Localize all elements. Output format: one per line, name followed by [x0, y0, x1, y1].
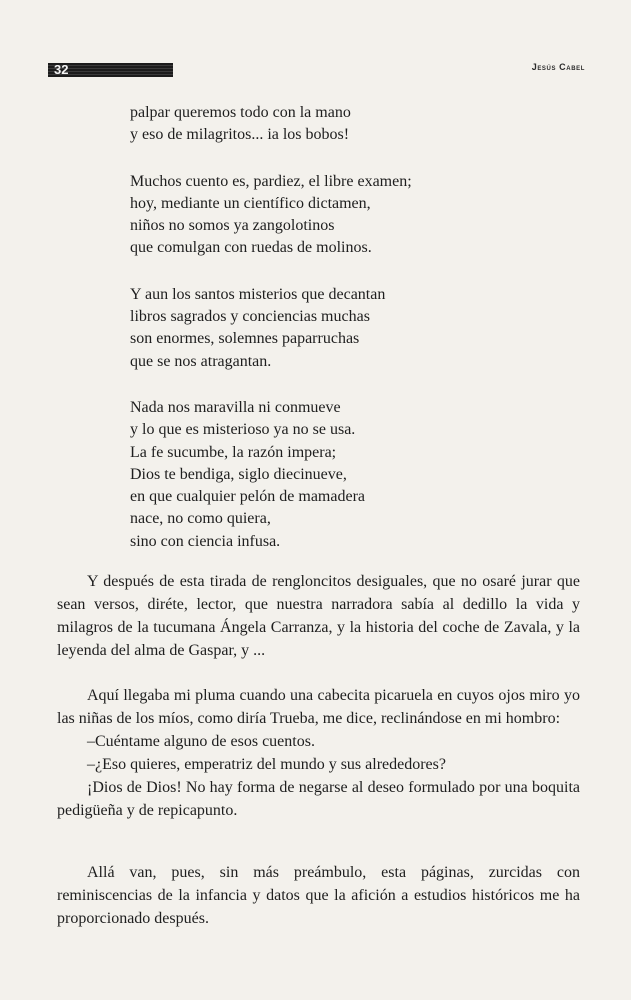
poem-line: Y aun los santos misterios que decantan — [130, 285, 386, 303]
paragraph: ¡Dios de Dios! No hay forma de negarse al deseo formulado por una boquita pedigüeña y de repicapunto. — [57, 779, 580, 819]
poem-line: son enormes, solemnes paparruchas — [130, 330, 360, 348]
poem-line: niños no somos ya zangolotinos — [130, 217, 335, 235]
poem-line: y eso de milagritos... ia los bobos! — [130, 126, 350, 144]
page-number: 32 — [54, 62, 69, 77]
paragraph: Aquí llegaba mi pluma cuando una cabecita picaruela en cuyos ojos miro yo las niñas de los míos, como diría Trueba, me dice, reclinándose en mi hombro: — [57, 687, 580, 727]
poem-line: hoy, mediante un científico dictamen, — [130, 194, 371, 212]
stanza-4 — [130, 397, 570, 553]
paragraph: Y después de esta tirada de rengloncitos desiguales, que no osaré jurar que sean versos, diréte, lector, que nuestra narradora sabía al dedillo la vida y milagros de la tucumana Ángela Carranza, y la historia del coche de Zavala, y la leyenda del alma de Gaspar, y ... — [57, 573, 580, 659]
poem-line: en que cualquier pelón de mamadera — [130, 488, 365, 506]
dialogue-line: –¿Eso quieres, emperatriz del mundo y sus alrededores? — [87, 756, 446, 773]
stanza-1 — [130, 102, 570, 147]
poem-line: Muchos cuento es, pardiez, el libre examen; — [130, 172, 412, 190]
poem-line: nace, no como quiera, — [130, 510, 271, 528]
poem-line: Dios te bendiga, siglo diecinueve, — [130, 465, 347, 483]
poem — [130, 102, 570, 577]
stanza-2 — [130, 171, 570, 260]
stanza-3 — [130, 284, 570, 373]
prose-block-3 — [57, 861, 580, 930]
prose-block-1 — [57, 570, 580, 662]
poem-line: libros sagrados y conciencias muchas — [130, 308, 370, 326]
dialogue-line: –Cuéntame alguno de esos cuentos. — [87, 733, 315, 750]
poem-line: Nada nos maravilla ni conmueve — [130, 398, 341, 416]
poem-line: y lo que es misterioso ya no se usa. — [130, 421, 356, 439]
prose-block-2 — [57, 684, 580, 822]
poem-line: La fe sucumbe, la razón impera; — [130, 443, 337, 461]
poem-line: que comulgan con ruedas de molinos. — [130, 239, 372, 257]
poem-line: sino con ciencia infusa. — [130, 532, 281, 550]
poem-line: que se nos atragantan. — [130, 352, 272, 370]
running-head: Jesús Cabel — [531, 62, 585, 72]
paragraph: Allá van, pues, sin más preámbulo, esta páginas, zurcidas con reminiscencias de la infancia y datos que la afición a estudios históricos me ha proporcionado después. — [57, 864, 580, 927]
poem-line: palpar queremos todo con la mano — [130, 104, 351, 121]
